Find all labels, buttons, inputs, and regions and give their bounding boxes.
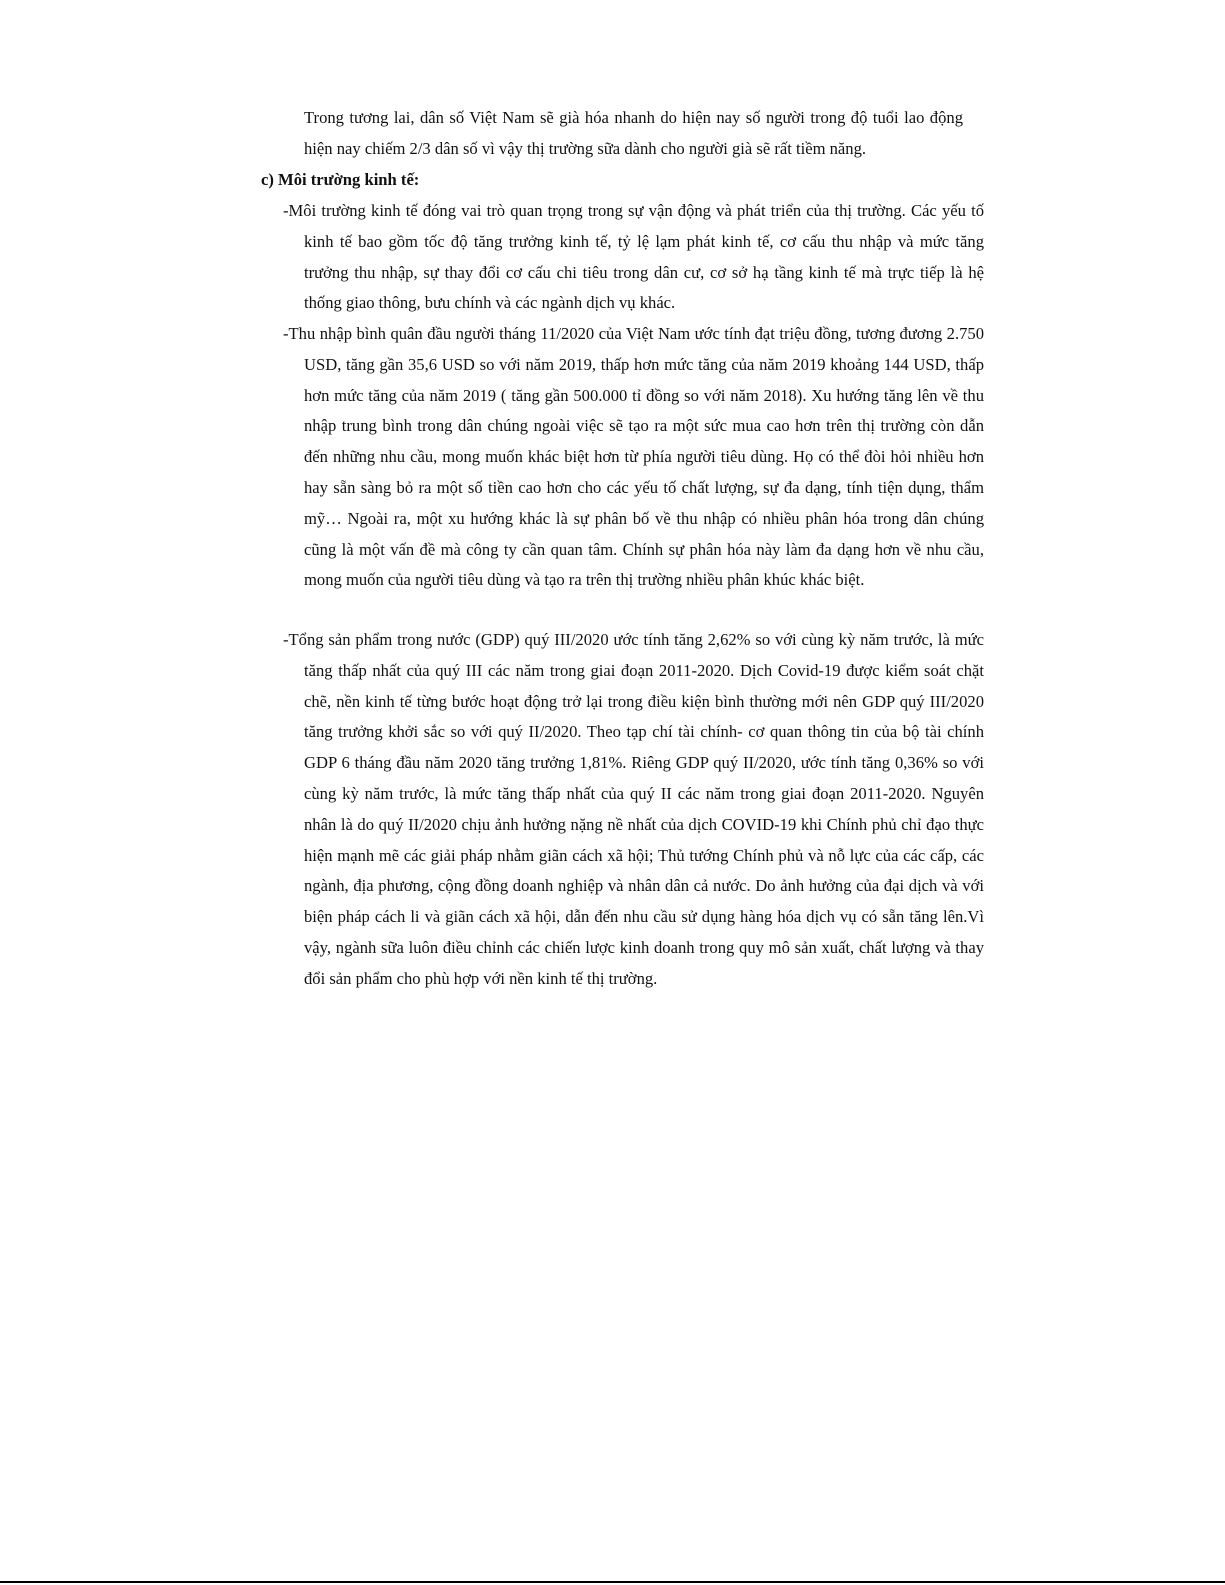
section-heading: c) Môi trường kinh tế: (261, 170, 420, 189)
paragraph-income: -Thu nhập bình quân đầu người tháng 11/2020 của Việt Nam ước tính đạt triệu đồng, tương đương 2.750 USD, tăng gần 35,6 USD so với năm 2019, thấp hơn mức tăng của năm 2019 khoảng 144 USD, thấp hơn mức tăng của năm 2019 ( tăng gần 500.000 tỉ đồng so với năm 2018). Xu hướng tăng lên về thu nhập trung bình trong dân chúng ngoài việc sẽ tạo ra một sức mua cao hơn trên thị trường còn dẫn đến những nhu cầu, mong muốn khác biệt hơn từ phía người tiêu dùng. Họ có thể đòi hỏi nhiều hơn hay sẵn sàng bỏ ra một số tiền cao hơn cho các yếu tố chất lượng, sự đa dạng, tính tiện dụng, thẩm mỹ… Ngoài ra, một xu hướng khác là sự phân bố về thu nhập có nhiều phân hóa trong dân chúng cũng là một vấn đề mà công ty cần quan tâm. Chính sự phân hóa này làm đa dạng hơn về nhu cầu, mong muốn của người tiêu dùng và tạo ra trên thị trường nhiều phân khúc khác biệt. (283, 324, 984, 590)
paragraph-gdp: -Tổng sản phẩm trong nước (GDP) quý III/2020 ước tính tăng 2,62% so với cùng kỳ năm trước, là mức tăng thấp nhất của quý III các năm trong giai đoạn 2011-2020. Dịch Covid-19 được kiểm soát chặt chẽ, nền kinh tế từng bước hoạt động trở lại trong điều kiện bình thường mới nên GDP quý III/2020 tăng trưởng khởi sắc so với quý II/2020. Theo tạp chí tài chính- cơ quan thông tin của bộ tài chính GDP 6 tháng đầu năm 2020 tăng trưởng 1,81%. Riêng GDP quý II/2020, ước tính tăng 0,36% so với cùng kỳ năm trước, là mức tăng thấp nhất của quý II các năm trong giai đoạn 2011-2020. Nguyên nhân là do quý II/2020 chịu ảnh hưởng nặng nề nhất của dịch COVID-19 khi Chính phủ chỉ đạo thực hiện mạnh mẽ các giải pháp nhằm giãn cách xã hội; Thủ tướng Chính phủ và nỗ lực của các cấp, các ngành, địa phương, cộng đồng doanh nghiệp và nhân dân cả nước. Do ảnh hưởng của đại dịch và với biện pháp cách li và giãn cách xã hội, dẫn đến nhu cầu sử dụng hàng hóa dịch vụ có sẵn tăng lên.Vì vậy, ngành sữa luôn điều chỉnh các chiến lược kinh doanh trong quy mô sản xuất, chất lượng và thay đổi sản phẩm cho phù hợp với nền kinh tế thị trường. (283, 630, 984, 988)
intro-paragraph: Trong tương lai, dân số Việt Nam sẽ già hóa nhanh do hiện nay số người trong độ tuổi lao động hiện nay chiếm 2/3 dân số vì vậy thị trường sữa dành cho người già sẽ rất tiềm năng. (304, 108, 963, 158)
paragraph-economic-environment: -Môi trường kinh tế đóng vai trò quan trọng trong sự vận động và phát triển của thị trường. Các yếu tố kinh tế bao gồm tốc độ tăng trưởng kinh tế, tỷ lệ lạm phát kinh tế, cơ cấu thu nhập và mức tăng trưởng thu nhập, sự thay đổi cơ cấu chi tiêu trong dân cư, cơ sở hạ tầng kinh tế mà trực tiếp là hệ thống giao thông, bưu chính và các ngành dịch vụ khác. (283, 201, 984, 313)
page-bottom-border (0, 1581, 1225, 1583)
